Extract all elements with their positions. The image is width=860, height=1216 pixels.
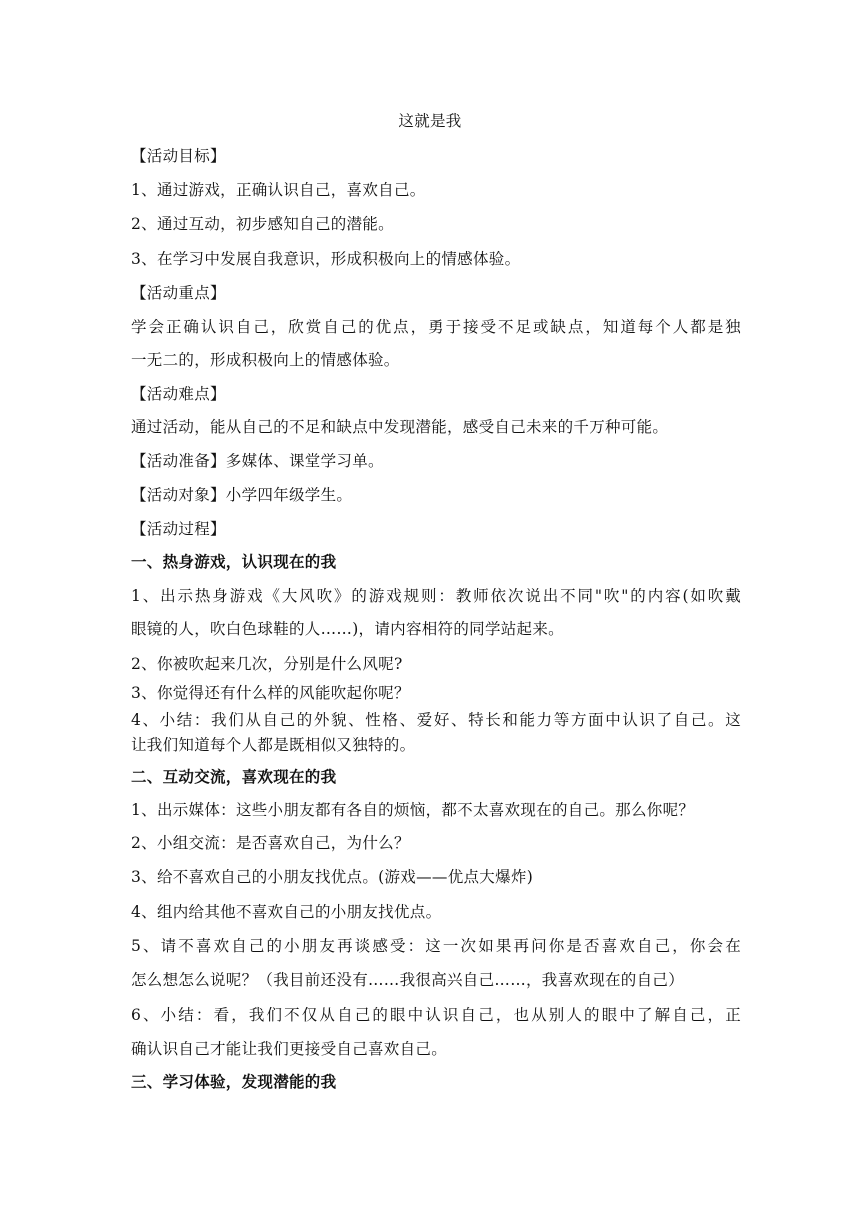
prep-line: 【活动准备】多媒体、课堂学习单。: [131, 452, 384, 470]
difficulty-heading: 【活动难点】: [131, 385, 226, 403]
section2-item6-line: 确认识自己才能让我们更接受自己喜欢自己。: [131, 1040, 448, 1058]
goal-heading: 【活动目标】: [131, 147, 226, 165]
section2-item4: 4、组内给其他不喜欢自己的小朋友找优点。: [131, 903, 442, 921]
section2-item3: 3、给不喜欢自己的小朋友找优点。(游戏——优点大爆炸): [131, 868, 534, 886]
key-heading: 【活动重点】: [131, 284, 226, 302]
section-heading: 一、热身游戏，认识现在的我: [131, 552, 337, 571]
goal-item: 3、在学习中发展自我意识，形成积极向上的情感体验。: [131, 250, 521, 268]
process-heading: 【活动过程】: [131, 520, 226, 538]
page-title: 这就是我: [398, 112, 462, 130]
section2-item5-line: 5、请不喜欢自己的小朋友再谈感受：这一次如果再问你是否喜欢自己，你会在: [131, 937, 741, 955]
section2-item5-line: 怎么想怎么说呢？（我目前还没有……我很高兴自己……，我喜欢现在的自己）: [131, 971, 685, 989]
difficulty-text: 通过活动，能从自己的不足和缺点中发现潜能，感受自己未来的千万种可能。: [131, 418, 669, 436]
section1-item4-line: 让我们知道每个人都是既相似又独特的。: [131, 736, 416, 754]
section1-item3: 3、你觉得还有什么样的风能吹起你呢？: [131, 684, 410, 702]
section-heading: 二、互动交流，喜欢现在的我: [131, 767, 337, 786]
key-text-line: 学会正确认识自己，欣赏自己的优点，勇于接受不足或缺点，知道每个人都是独: [131, 318, 741, 336]
goal-item: 1、通过游戏，正确认识自己，喜欢自己。: [131, 181, 426, 199]
section1-item2: 2、你被吹起来几次，分别是什么风呢?: [131, 655, 403, 673]
target-line: 【活动对象】小学四年级学生。: [131, 486, 353, 504]
section1-item1-line: 1、出示热身游戏《大风吹》的游戏规则：教师依次说出不同"吹"的内容(如吹戴: [131, 587, 741, 605]
section2-item6-line: 6、小结：看，我们不仅从自己的眼中认识自己，也从别人的眼中了解自己，正: [131, 1006, 741, 1024]
section2-item2: 2、小组交流：是否喜欢自己，为什么？: [131, 834, 410, 852]
goal-item: 2、通过互动，初步感知自己的潜能。: [131, 215, 394, 233]
section1-item4-line: 4、小结：我们从自己的外貌、性格、爱好、特长和能力等方面中认识了自己。这: [131, 711, 741, 729]
section2-item1: 1、出示媒体：这些小朋友都有各自的烦恼，都不太喜欢现在的自己。那么你呢？: [131, 801, 695, 819]
section-heading: 三、学习体验，发现潜能的我: [131, 1072, 337, 1091]
section1-item1-line: 眼镜的人，吹白色球鞋的人……)，请内容相符的同学站起来。: [131, 620, 564, 638]
key-text-line: 一无二的，形成积极向上的情感体验。: [131, 351, 400, 369]
